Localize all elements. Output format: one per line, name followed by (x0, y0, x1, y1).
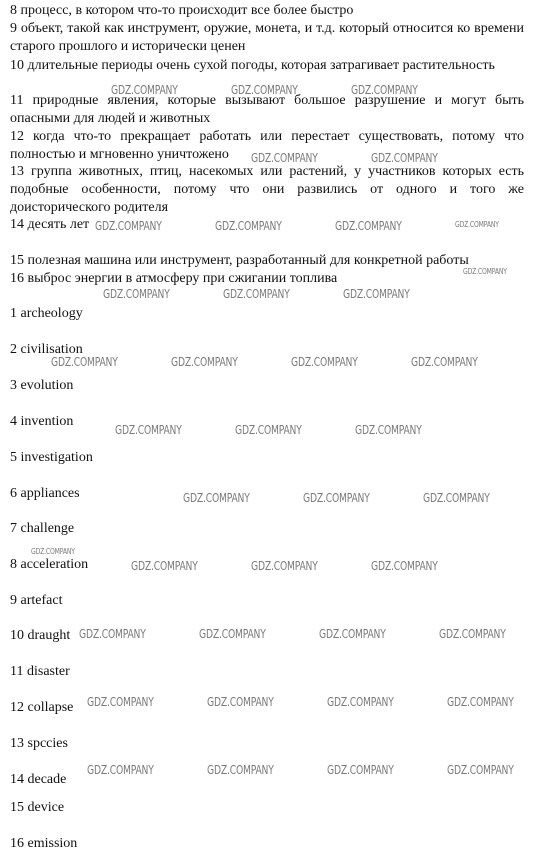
watermark-text: GDZ.COMPANY (447, 695, 514, 709)
watermark-text: GDZ.COMPANY (207, 763, 274, 777)
watermark-text: GDZ.COMPANY (251, 151, 318, 165)
watermark-text: GDZ.COMPANY (79, 627, 146, 641)
watermark-text: GDZ.COMPANY (95, 219, 162, 233)
answer-14: 14 decade (10, 772, 67, 787)
watermark-text: GDZ.COMPANY (355, 423, 422, 437)
watermark-text: GDZ.COMPANY (103, 287, 170, 301)
definition-8: 8 процесс, в котором что-то происходит все более быстро (10, 3, 354, 18)
watermark-text: GDZ.COMPANY (115, 423, 182, 437)
definition-15: 15 полезная машина или инструмент, разработанный для конкретной работы (10, 253, 469, 268)
answer-13: 13 spccies (10, 736, 68, 751)
watermark-text: GDZ.COMPANY (51, 355, 118, 369)
answer-3: 3 evolution (10, 378, 74, 393)
watermark-text: GDZ.COMPANY (235, 423, 302, 437)
watermark-text: GDZ.COMPANY (223, 287, 290, 301)
answer-8: 8 acceleration (10, 557, 89, 572)
watermark-text: GDZ.COMPANY (87, 763, 154, 777)
watermark-text: GDZ.COMPANY (411, 355, 478, 369)
definition-11: 11 природные явления, которые вызывают большое разрушение и могут быть опасными для людей и животных (10, 93, 524, 126)
answer-11: 11 disaster (10, 664, 70, 679)
watermark-text: GDZ.COMPANY (447, 763, 514, 777)
definition-12: 12 когда что-то прекращает работать или перестает существовать, потому что полностью и мгновенно уничтожено (10, 129, 524, 162)
watermark-text: GDZ.COMPANY (463, 267, 507, 276)
watermark-text: GDZ.COMPANY (351, 83, 418, 97)
watermark-text: GDZ.COMPANY (455, 220, 499, 229)
watermark-text: GDZ.COMPANY (31, 547, 75, 556)
answer-16: 16 emission (10, 836, 78, 851)
watermark-text: GDZ.COMPANY (183, 491, 250, 505)
answer-10: 10 draught (10, 628, 71, 643)
watermark-text: GDZ.COMPANY (303, 491, 370, 505)
watermark-text: GDZ.COMPANY (439, 627, 506, 641)
definition-13: 13 группа животных, птиц, насекомых или растений, у участников которых есть подобные особенности, потому что они развились от одного и того же доисторического родителя (10, 164, 524, 215)
definition-14: 14 десять лет (10, 217, 90, 232)
answer-7: 7 challenge (10, 521, 75, 536)
watermark-text: GDZ.COMPANY (327, 763, 394, 777)
answer-15: 15 device (10, 800, 65, 815)
watermark-text: GDZ.COMPANY (371, 559, 438, 573)
definition-9: 9 объект, такой как инструмент, оружие, монета, и т.д. который относится ко времени старого прошлого и исторически ценен (10, 21, 524, 54)
watermark-text: GDZ.COMPANY (111, 83, 178, 97)
watermark-text: GDZ.COMPANY (319, 627, 386, 641)
watermark-text: GDZ.COMPANY (199, 627, 266, 641)
watermark-text: GDZ.COMPANY (171, 355, 238, 369)
watermark-text: GDZ.COMPANY (251, 559, 318, 573)
answer-2: 2 civilisation (10, 342, 83, 357)
answer-12: 12 collapse (10, 700, 74, 715)
watermark-text: GDZ.COMPANY (215, 219, 282, 233)
watermark-text: GDZ.COMPANY (371, 151, 438, 165)
watermark-text: GDZ.COMPANY (343, 287, 410, 301)
answer-1: 1 archeology (10, 306, 83, 321)
definition-10: 10 длительные периоды очень сухой погоды, которая затрагивает растительность (10, 58, 495, 73)
answer-5: 5 investigation (10, 450, 93, 465)
answer-4: 4 invention (10, 414, 74, 429)
answer-9: 9 artefact (10, 593, 63, 608)
watermark-text: GDZ.COMPANY (335, 219, 402, 233)
watermark-text: GDZ.COMPANY (423, 491, 490, 505)
watermark-text: GDZ.COMPANY (131, 559, 198, 573)
answer-6: 6 appliances (10, 486, 80, 501)
watermark-text: GDZ.COMPANY (231, 83, 298, 97)
watermark-text: GDZ.COMPANY (87, 695, 154, 709)
watermark-text: GDZ.COMPANY (291, 355, 358, 369)
watermark-text: GDZ.COMPANY (207, 695, 274, 709)
definition-16: 16 выброс энергии в атмосферу при сжигании топлива (10, 271, 338, 286)
watermark-text: GDZ.COMPANY (327, 695, 394, 709)
